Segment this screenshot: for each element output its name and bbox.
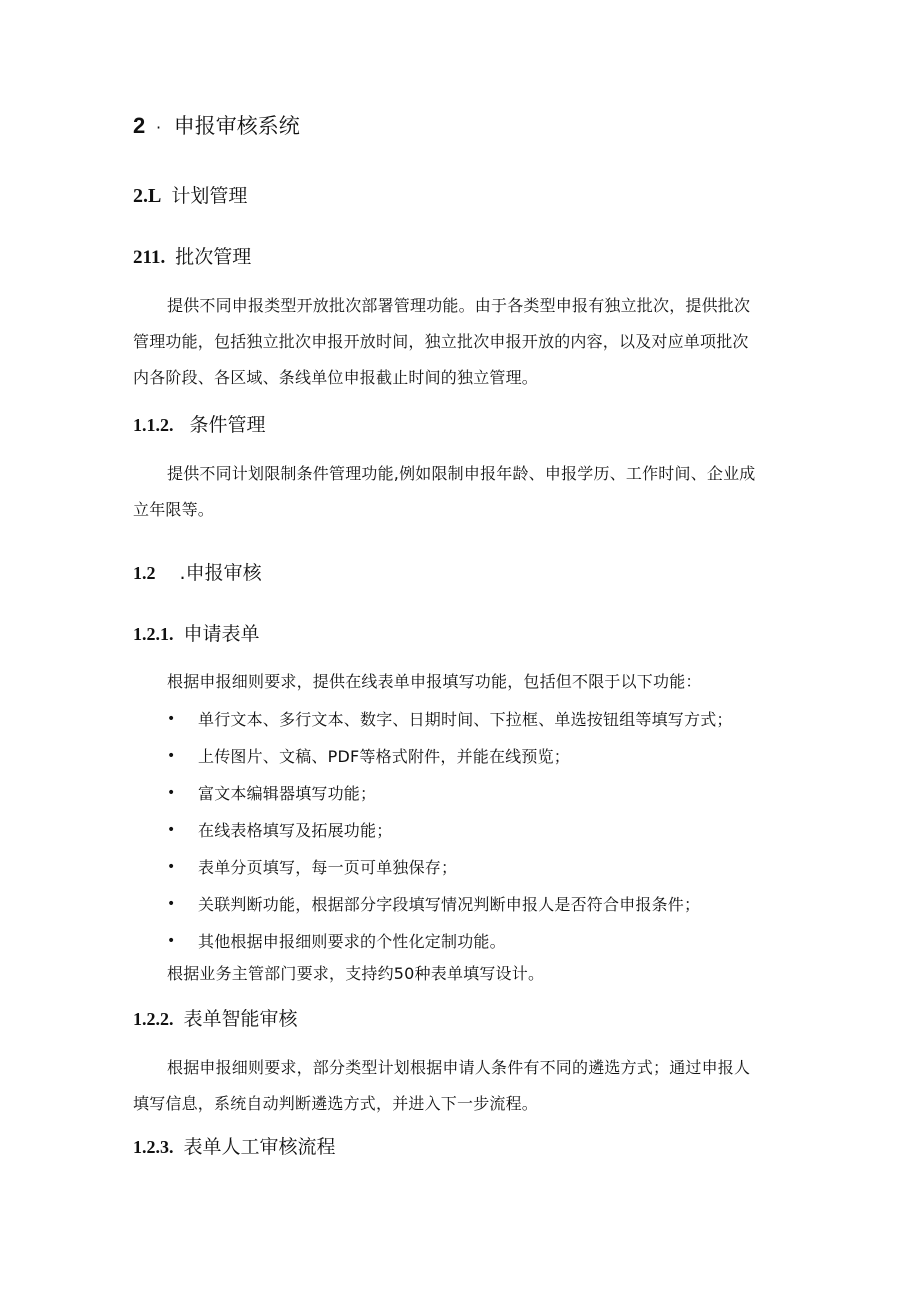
heading-1-2-3 — [133, 1134, 336, 1160]
heading-2-number: 2 — [133, 113, 146, 138]
list-item-text: 表单分页填写，每一页可单独保存； — [198, 858, 458, 877]
paragraph-2-1-1-line-3: 内各阶段、各区域、条线单位申报截止时间的独立管理。 — [133, 368, 539, 387]
heading-2-1-title: 计划管理 — [171, 185, 248, 207]
paragraph-1-2-1-intro: 根据申报细则要求，提供在线表单申报填写功能，包括但不限于以下功能： — [167, 672, 702, 691]
bullet-mark: • — [167, 896, 176, 912]
heading-1-2-1-number: 1.2.1. — [133, 624, 174, 644]
paragraph-1-2-2-line-1: 根据申报细则要求，部分类型计划根据申请人条件有不同的遴选方式；通过申报人 — [167, 1058, 751, 1077]
list-item-text: 上传图片、文稿、PDF等格式附件，并能在线预览； — [198, 747, 570, 766]
bullet-list — [167, 701, 807, 960]
list-item — [167, 849, 807, 886]
heading-1-2-3-number: 1.2.3. — [133, 1137, 174, 1157]
paragraph-1-2-1-outro: 根据业务主管部门要求，支持约50种表单填写设计。 — [167, 964, 545, 983]
list-item — [167, 886, 807, 923]
bullet-mark: • — [167, 933, 176, 949]
heading-2-1-1-title: 批次管理 — [175, 246, 252, 268]
heading-1-2-1 — [133, 621, 260, 647]
heading-2-1 — [133, 183, 247, 209]
paragraph-2-1-1-line-1: 提供不同申报类型开放批次部署管理功能。由于各类型申报有独立批次，提供批次 — [167, 296, 751, 315]
list-item — [167, 812, 807, 849]
bullet-mark: • — [167, 859, 176, 875]
list-item-text: 在线表格填写及拓展功能； — [198, 821, 393, 840]
list-item — [167, 775, 807, 812]
heading-1-1-2-title: 条件管理 — [189, 414, 266, 436]
heading-1-2-1-title: 申请表单 — [183, 623, 260, 645]
paragraph-1-2-2-line-2: 填写信息，系统自动判断遴选方式，并进入下一步流程。 — [133, 1094, 539, 1113]
heading-2-1-1 — [133, 244, 251, 271]
heading-2-title: 申报审核系统 — [173, 114, 300, 138]
bullet-mark: • — [167, 785, 176, 801]
heading-1-2-2-number: 1.2.2. — [133, 1009, 174, 1029]
list-item — [167, 923, 807, 960]
heading-1-2-3-title: 表单人工审核流程 — [183, 1136, 336, 1158]
paragraph-1-1-2-line-2: 立年限等。 — [133, 500, 215, 519]
paragraph-2-1-1-line-2: 管理功能，包括独立批次申报开放时间，独立批次申报开放的内容，以及对应单项批次 — [133, 332, 749, 351]
list-item-text: 关联判断功能，根据部分字段填写情况判断申报人是否符合申报条件； — [198, 895, 701, 914]
heading-2-separator: · — [155, 118, 162, 137]
heading-1-2 — [133, 560, 262, 586]
heading-1-2-number: 1.2 — [133, 563, 156, 583]
heading-1-1-2 — [133, 412, 266, 438]
heading-1-1-2-number: 1.1.2. — [133, 415, 174, 435]
list-item — [167, 738, 807, 775]
list-item-text: 单行文本、多行文本、数字、日期时间、下拉框、单选按钮组等填写方式； — [198, 710, 733, 729]
bullet-mark: • — [167, 822, 176, 838]
paragraph-1-1-2-line-1: 提供不同计划限制条件管理功能,例如限制申报年龄、申报学历、工作时间、企业成 — [167, 464, 756, 483]
list-item — [167, 701, 807, 738]
bullet-mark: • — [167, 711, 176, 727]
heading-2-1-1-number: 211. — [133, 247, 166, 268]
heading-1-2-title: .申报审核 — [179, 562, 262, 584]
heading-2-1-number: 2.L — [133, 185, 162, 207]
list-item-text: 其他根据申报细则要求的个性化定制功能。 — [198, 932, 506, 951]
heading-2 — [133, 112, 300, 142]
list-item-text: 富文本编辑器填写功能； — [198, 784, 377, 803]
heading-1-2-2-title: 表单智能审核 — [183, 1008, 298, 1030]
heading-1-2-2 — [133, 1006, 298, 1032]
bullet-mark: • — [167, 748, 176, 764]
